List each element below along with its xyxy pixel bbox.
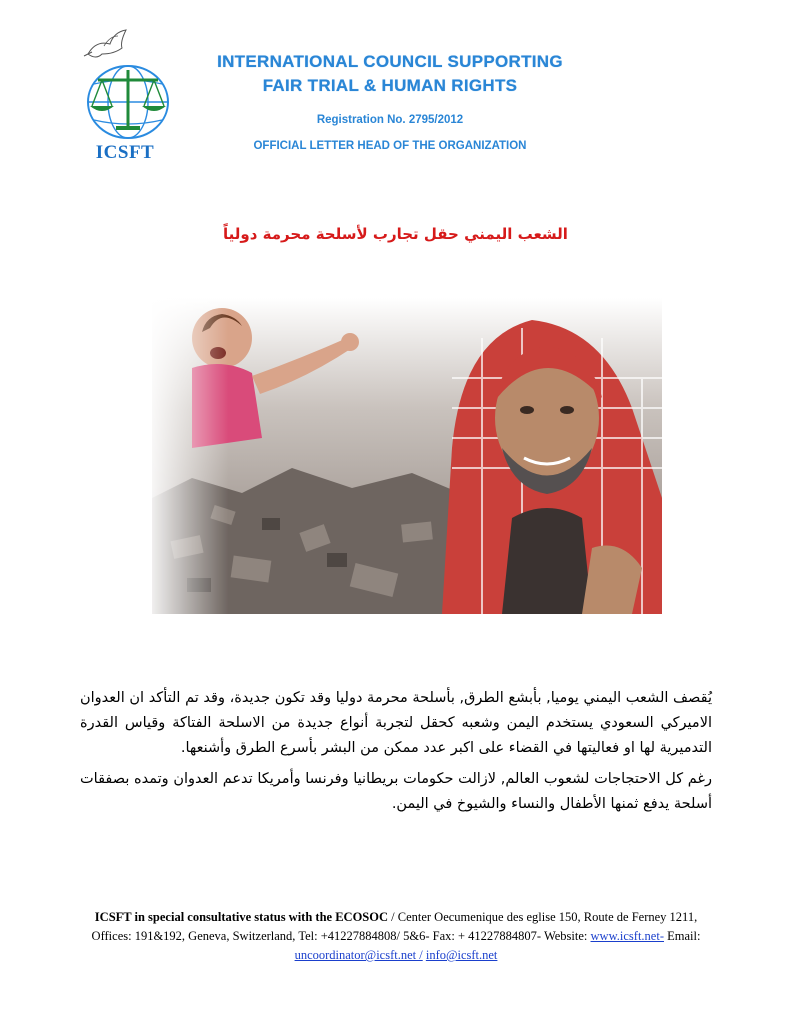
email-link-coordinator[interactable]: uncoordinator@icsft.net / bbox=[294, 948, 423, 962]
article-body bbox=[80, 686, 712, 823]
body-paragraph-2: رغم كل الاحتجاجات لشعوب العالم, لازالت حكومات بريطانيا وفرنسا وأمريكا تدعم العدوان وتمده بصفقات أسلحة يدفع ثمنها الأطفال والنساء والشيوخ في اليمن. bbox=[80, 771, 712, 812]
dove-scales-globe-icon bbox=[70, 24, 180, 144]
org-title-line2: FAIR TRIAL & HUMAN RIGHTS bbox=[262, 76, 518, 95]
article-headline: الشعب اليمني حقل تجارب لأسلحة محرمة دولياً bbox=[223, 225, 568, 243]
org-title-line1: INTERNATIONAL COUNCIL SUPPORTING bbox=[217, 52, 563, 71]
consultative-status: ICSFT in special consultative status with the ECOSOC bbox=[94, 910, 389, 924]
footer-address: / Center Oecumenique des eglise 150, Route de Ferney 1211, Offices: 191&192, Geneva, Switzerland, Tel: +41227884808/ 5&6- Fax: + 41227884807- Website: bbox=[91, 910, 698, 943]
organization-logo bbox=[70, 24, 180, 169]
body-paragraph-1: يُقصف الشعب اليمني يوميا, بأبشع الطرق, بأسلحة محرمة دوليا وقد تكون جديدة، وقد تم التأكد ان العدوان الاميركي السعودي يستخدم اليمن وشعبه كحقل لتجربة أنواع جديدة من الاسلحة الفتاكة وقياس القدرة التدميرية لها او فعاليتها في القضاء على اكبر عدد ممكن من البشر بأسرع الطرق وأشنعها. bbox=[80, 690, 712, 756]
website-link[interactable]: www.icsft.net- bbox=[590, 929, 664, 943]
email-label: Email: bbox=[664, 929, 701, 943]
letterhead-caption: OFFICIAL LETTER HEAD OF THE ORGANIZATION bbox=[253, 140, 527, 152]
registration-number: Registration No. 2795/2012 bbox=[316, 114, 464, 126]
news-photo-collage-icon bbox=[152, 298, 662, 614]
letterhead-header bbox=[170, 50, 610, 152]
article-photo bbox=[152, 298, 662, 614]
letterhead-footer bbox=[80, 908, 712, 965]
email-link-info[interactable]: info@icsft.net bbox=[425, 948, 498, 962]
logo-acronym: ICSFT bbox=[95, 142, 155, 163]
